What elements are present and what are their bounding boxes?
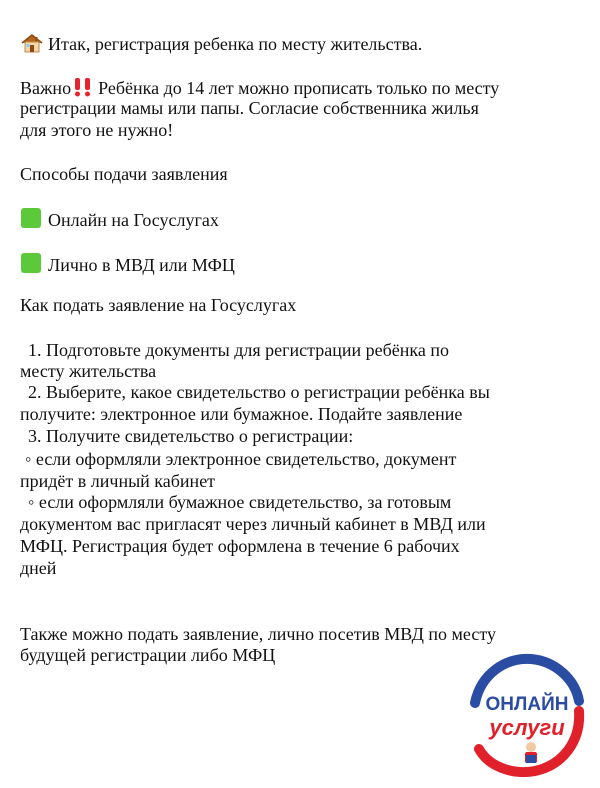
also-line-1: Также можно подать заявление, лично посетив МВД по месту (20, 624, 496, 644)
how-to-heading: Как подать заявление на Госуслугах (20, 295, 297, 315)
green-square-icon (20, 252, 44, 279)
also-line-2: будущей регистрации либо МФЦ (20, 645, 276, 665)
step-2-line-1: 2. Выберите, какое свидетельство о регистрации ребёнка вы (28, 382, 490, 402)
sub-item-2-line-3: МФЦ. Регистрация будет оформлена в течение 6 рабочих (20, 536, 460, 556)
logo-word-1: ОНЛАЙН (485, 694, 569, 715)
logo-word-2: услуги (489, 715, 565, 740)
title-line (20, 33, 422, 58)
important-line-3: для этого не нужно! (20, 120, 174, 140)
important-text-1: Ребёнка до 14 лет можно прописать только по месту (98, 78, 500, 98)
important-label: Важно (20, 78, 72, 98)
sub-item-1-line-1: ◦ если оформляли электронное свидетельство, документ (25, 449, 457, 469)
methods-heading: Способы подачи заявления (20, 164, 228, 184)
sub-item-2-line-1: ◦ если оформляли бумажное свидетельство, за готовым (28, 492, 452, 512)
house-icon (20, 33, 44, 58)
important-line-2: регистрации мамы или папы. Согласие собственника жилья (20, 98, 479, 118)
sub-item-2-line-4: дней (20, 558, 57, 578)
step-2-line-2: получите: электронное или бумажное. Подайте заявление (20, 404, 463, 424)
worker-figure-icon (525, 742, 537, 763)
method-online-line (20, 207, 219, 234)
step-1-line-1: 1. Подготовьте документы для регистрации ребёнка по (28, 340, 449, 360)
green-square-icon (20, 207, 44, 234)
step-3-line-1: 3. Получите свидетельство о регистрации: (28, 426, 354, 446)
sub-item-1-line-2: придёт в личный кабинет (20, 471, 216, 491)
online-services-logo (463, 651, 589, 777)
title-text: Итак, регистрация ребенка по месту жительства. (48, 34, 423, 54)
step-1-line-2: месту жительства (20, 361, 157, 381)
method-personal-text: Лично в МВД или МФЦ (48, 255, 235, 275)
sub-item-2-line-2: документом вас пригласят через личный кабинет в МВД или (20, 514, 486, 534)
method-personal-line (20, 252, 235, 279)
method-online-text: Онлайн на Госуслугах (48, 210, 219, 230)
